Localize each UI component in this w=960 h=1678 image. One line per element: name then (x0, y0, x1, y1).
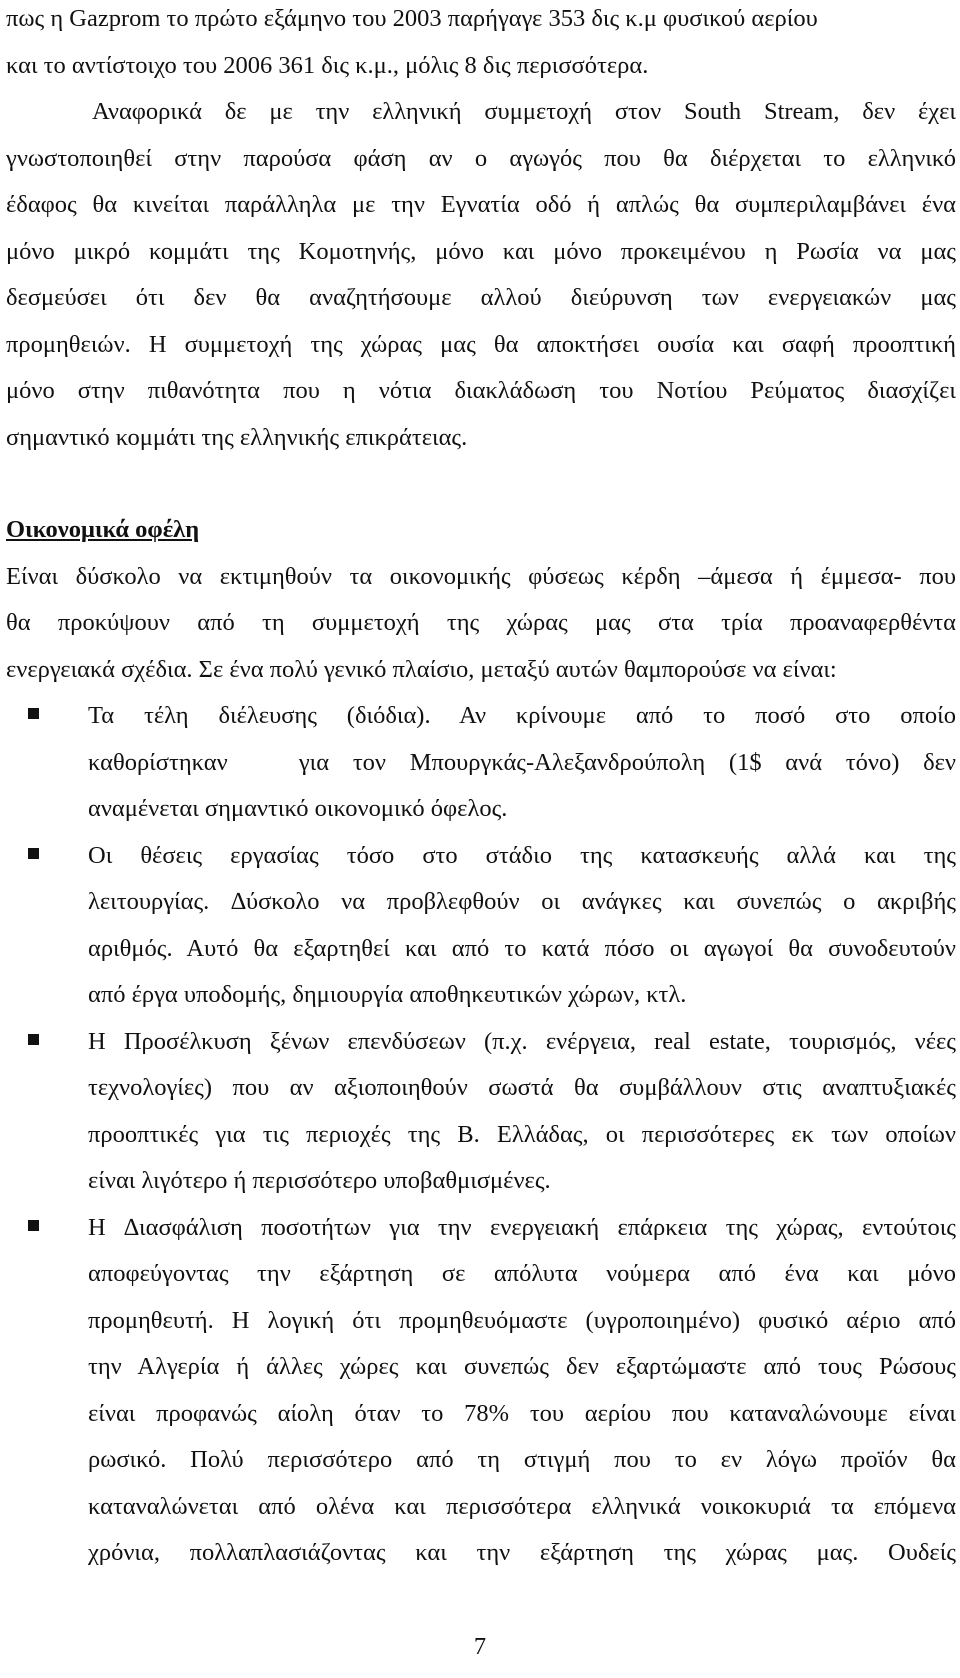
text-line: γνωστοποιηθεί στην παρούσα φάση αν ο αγωγός που θα διέρχεται το ελληνικό (6, 144, 956, 172)
square-bullet-icon (28, 1034, 39, 1045)
text-line: έδαφος θα κινείται παράλληλα με την Εγνατία οδό ή απλώς θα συμπεριλαμβάνει ένα (6, 191, 956, 218)
paragraph-gap (6, 461, 956, 507)
text-line: δεσμεύσει ότι δεν θα αναζητήσουμε αλλού διεύρυνση των ενεργειακών μας (6, 284, 956, 311)
text-line: μόνο μικρό κομμάτι της Κομοτηνής, μόνο και μόνο προκειμένου η Ρωσία να μας (6, 237, 956, 265)
text-line: τεχνολογίες) που αν αξιοποιηθούν σωστά θα συμβάλλουν στις αναπτυξιακές (88, 1074, 956, 1101)
square-bullet-icon (28, 848, 39, 859)
text-line: από έργα υποδομής, δημιουργία αποθηκευτικών χώρων, κτλ. (88, 981, 687, 1008)
text-line: θα προκύψουν από τη συμμετοχή της χώρας μας στα τρία προαναφερθέντα (6, 609, 956, 636)
bullet-item-energy-security (6, 1205, 956, 1577)
text-line: καθορίστηκαν για τον Μπουργκάς-Αλεξανδρούπολη (1$ ανά τόνο) δεν (88, 748, 956, 776)
text-line: Η ∆ιασφάλιση ποσοτήτων για την ενεργειακή επάρκεια της χώρας, εντούτοις (88, 1213, 956, 1241)
bullet-item-jobs (6, 833, 956, 1019)
text-line: αριθμός. Αυτό θα εξαρτηθεί και από το κατά πόσο οι αγωγοί θα συνοδευτούν (88, 934, 956, 962)
section-economic-benefits (6, 507, 956, 1577)
text-line: Αναφορικά δε με την ελληνική συμμετοχή στον South Stream, δεν έχει (92, 98, 956, 125)
paragraph-gazprom (6, 0, 956, 89)
text-line: λειτουργίας. ∆ύσκολο να προβλεφθούν οι ανάγκες και συνεπώς ο ακριβής (88, 888, 956, 915)
text-line: Τα τέλη διέλευσης (διόδια). Αν κρίνουμε από το ποσό στο οποίο (88, 702, 956, 729)
text-line: μόνο στην πιθανότητα που η νότια διακλάδωση του Νοτίου Ρεύματος διασχίζει (6, 377, 956, 404)
text-line: και το αντίστοιχο του 2006 361 δις κ.μ., μόλις 8 δις περισσότερα. (6, 51, 649, 79)
paragraph-south-stream (6, 89, 956, 461)
text-line: Οι θέσεις εργασίας τόσο στο στάδιο της κατασκευής αλλά και της (88, 841, 956, 869)
text-line: προοπτικές για τις περιοχές της Β. Ελλάδας, οι περισσότερες εκ των οποίων (88, 1120, 956, 1148)
text-line: είναι προφανώς αίολη όταν το 78% του αερίου που καταναλώνουμε είναι (88, 1399, 956, 1427)
text-line: καταναλώνεται από ολένα και περισσότερα ελληνικά νοικοκυριά τα επόμενα (88, 1492, 956, 1520)
text-line: αναμένεται σημαντικό οικονομικό όφελος. (88, 795, 508, 822)
section-heading: Οικονομικά οφέλη (6, 516, 200, 543)
bullet-item-investments (6, 1019, 956, 1205)
bullet-item-transit-fees (6, 693, 956, 833)
text-line: χρόνια, πολλαπλασιάζοντας και την εξάρτηση της χώρας μας. Ουδείς (88, 1539, 956, 1566)
square-bullet-icon (28, 708, 39, 719)
text-line: Είναι δύσκολο να εκτιμηθούν τα οικονομικής φύσεως κέρδη –άμεσα ή έμμεσα- που (6, 562, 956, 590)
text-line: ρωσικό. Πολύ περισσότερο από τη στιγμή που το εν λόγω προϊόν θα (88, 1446, 956, 1473)
text-line: αποφεύγοντας την εξάρτηση σε απόλυτα νούμερα από ένα και μόνο (88, 1260, 956, 1287)
text-line: είναι λιγότερο ή περισσότερο υποβαθμισμένες. (88, 1167, 551, 1194)
text-line: πως η Gazprom το πρώτο εξάμηνο του 2003 παρήγαγε 353 δις κ.μ φυσικού αερίου (6, 5, 818, 32)
text-line: την Αλγερία ή άλλες χώρες και συνεπώς δεν εξαρτώμαστε από τους Ρώσους (88, 1353, 956, 1380)
text-line: προμηθειών. Η συμμετοχή της χώρας μας θα αποκτήσει ουσία και σαφή προοπτική (6, 330, 956, 358)
page-number: 7 (473, 1633, 487, 1660)
text-line: ενεργειακά σχέδια. Σε ένα πολύ γενικό πλαίσιο, μεταξύ αυτών θαμπορούσε να είναι: (6, 655, 837, 683)
text-line: σημαντικό κομμάτι της ελληνικής επικράτειας. (6, 423, 468, 451)
text-line: προμηθευτή. Η λογική ότι προμηθευόμαστε (υγροποιημένο) φυσικό αέριο από (88, 1306, 956, 1334)
square-bullet-icon (28, 1220, 39, 1231)
page-content (6, 0, 956, 1577)
text-line: Η Προσέλκυση ξένων επενδύσεων (π.χ. ενέργεια, real estate, τουρισμός, νέες (88, 1027, 956, 1055)
